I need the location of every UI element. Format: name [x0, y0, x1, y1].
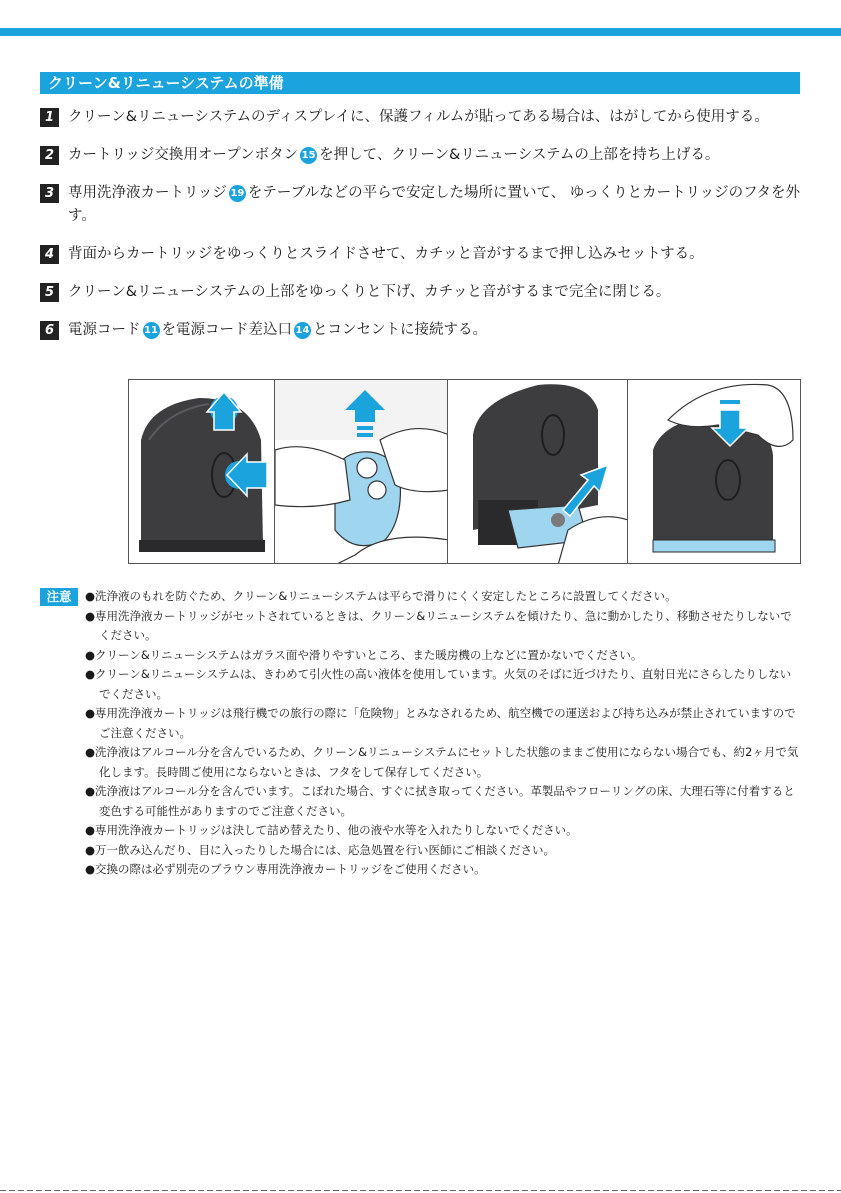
part-reference-badge: 15 — [300, 147, 317, 164]
caution-item: ● 洗浄液はアルコール分を含んでいるため、クリーン&リニューシステムにセットした状態のままご使用にならない場合でも、約2ヶ月で気化します。長時間ご使用にならないときは、フタをして保存してください。 — [85, 743, 802, 782]
step-2 — [40, 144, 802, 167]
caution-section — [40, 587, 802, 880]
caution-item: ● 専用洗浄液カートリッジがセットされているときは、クリーン&リニューシステムを傾けたり、急に動かしたり、移動させたりしないでください。 — [85, 607, 802, 646]
step-number: 4 — [40, 245, 59, 264]
caution-label: 注意 — [40, 588, 78, 606]
part-reference-badge: 11 — [143, 322, 160, 339]
step-number: 5 — [40, 283, 59, 302]
caution-item: ● 専用洗浄液カートリッジは飛行機での旅行の際に「危険物」とみなされるため、航空機での運送および持ち込みが禁止されていますのでご注意ください。 — [85, 704, 802, 743]
caution-item: ● 洗浄液はアルコール分を含んでいます。こぼれた場合、すぐに拭き取ってください。革製品やフローリングの床、大理石等に付着すると変色する可能性がありますのでご注意ください。 — [85, 782, 802, 821]
step-text: カートリッジ交換用オープンボタン 15 を押して、クリーン&リニューシステムの上部を持ち上げる。 — [68, 147, 720, 163]
step-4 — [40, 243, 802, 266]
illustration-insert-cartridge — [448, 380, 627, 563]
bottom-divider — [0, 1190, 841, 1191]
step-1 — [40, 106, 802, 129]
caution-item: ● クリーン&リニューシステムはガラス面や滑りやすいところ、また暖房機の上などに置かないでください。 — [85, 646, 802, 666]
step-number: 6 — [40, 321, 59, 340]
illustration-remove-cap — [275, 380, 448, 563]
step-3 — [40, 182, 802, 228]
part-reference-badge: 19 — [229, 185, 246, 202]
step-number: 3 — [40, 184, 59, 203]
step-text: 専用洗浄液カートリッジ 19 をテーブルなどの平らで安定した場所に置いて、 ゆっくりとカートリッジのフタを外す。 — [68, 185, 801, 224]
step-number: 2 — [40, 146, 59, 165]
step-text: クリーン&リニューシステムの上部をゆっくりと下げ、カチッと音がするまで完全に閉じる。 — [68, 284, 671, 300]
section-title: クリーン&リニューシステムの準備 — [40, 72, 800, 94]
step-number: 1 — [40, 108, 59, 127]
caution-item: ● 専用洗浄液カートリッジは決して詰め替えたり、他の液や水等を入れたりしないでください。 — [85, 821, 802, 841]
step-6 — [40, 319, 802, 342]
step-text: 背面からカートリッジをゆっくりとスライドさせて、カチッと音がするまで押し込みセットする。 — [68, 246, 704, 262]
caution-list — [85, 587, 802, 880]
illustration-strip — [128, 379, 801, 564]
step-5 — [40, 281, 802, 304]
illustration-open-device — [129, 380, 275, 563]
caution-item: ● 万一飲み込んだり、目に入ったりした場合には、応急処置を行い医師にご相談ください。 — [85, 841, 802, 861]
step-text: クリーン&リニューシステムのディスプレイに、保護フィルムが貼ってある場合は、はがしてから使用する。 — [68, 109, 769, 125]
illustration-close-lid — [628, 380, 800, 563]
top-accent-bar — [0, 28, 841, 36]
caution-item: ● 交換の際は必ず別売のブラウン専用洗浄液カートリッジをご使用ください。 — [85, 860, 802, 880]
part-reference-badge: 14 — [294, 322, 311, 339]
step-list — [40, 106, 802, 357]
caution-item: ● 洗浄液のもれを防ぐため、クリーン&リニューシステムは平らで滑りにくく安定したところに設置してください。 — [85, 587, 802, 607]
step-text: 電源コード 11 を電源コード差込口 14 とコンセントに接続する。 — [68, 322, 487, 338]
caution-item: ● クリーン&リニューシステムは、きわめて引火性の高い液体を使用しています。火気のそばに近づけたり、直射日光にさらしたりしないでください。 — [85, 665, 802, 704]
